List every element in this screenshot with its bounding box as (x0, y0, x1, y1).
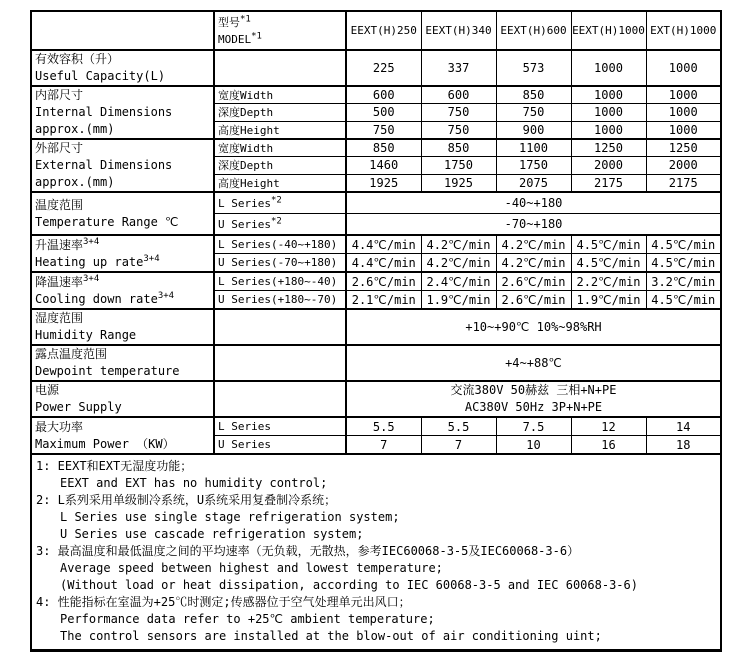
row-label-cell (31, 235, 214, 272)
row-label-en2: approx.(mm) (35, 122, 115, 136)
value-cell: 600 (421, 86, 496, 104)
value-cell: 750 (346, 121, 421, 139)
value-cell: 1750 (421, 157, 496, 174)
model-label-en (218, 31, 343, 48)
sub-label-cell: 深度Depth (214, 157, 346, 174)
value-cell: 1460 (346, 157, 421, 174)
internal-dim-row (31, 86, 721, 104)
sub-label-cell: 高度Height (214, 121, 346, 139)
footnote-line: Performance data refer to +25℃ ambient temperature; (60, 612, 435, 626)
row-label-cell (31, 192, 214, 235)
value-cell: 750 (421, 104, 496, 121)
value-cell: 4.5℃/min (571, 235, 646, 254)
footnote-line: Average speed between highest and lowest temperature; (60, 561, 443, 575)
footnote-ref: 3+4 (157, 290, 175, 301)
footnote-line: EEXT and EXT has no humidity control; (60, 476, 328, 490)
value-cell: 600 (346, 86, 421, 104)
cooling-rate-row (31, 272, 721, 291)
merged-value-cell (346, 381, 721, 417)
max-power-row (31, 417, 721, 436)
value-cell: 4.5℃/min (646, 291, 721, 310)
capacity-row (31, 50, 721, 86)
row-label-zh-text: 升温速率 (35, 237, 84, 252)
value-cell: 2.6℃/min (496, 291, 571, 310)
row-label-en2: approx.(mm) (35, 175, 115, 189)
column-header-model: EEXT(H)250 (346, 11, 421, 50)
value-cell: 1100 (496, 139, 571, 157)
row-label-zh: 外部尺寸 (35, 141, 84, 155)
row-label-zh: 有效容积（升） (35, 52, 120, 66)
value-cell: 14 (646, 417, 721, 436)
value-cell: 4.4℃/min (346, 254, 421, 273)
row-label-zh: 电源 (35, 383, 60, 397)
footnotes-row (31, 454, 721, 651)
footnote-ref: *2 (270, 194, 282, 205)
value-cell: 4.5℃/min (571, 254, 646, 273)
value-cell: 750 (421, 121, 496, 139)
footnote-line: U Series use cascade refrigeration system; (60, 527, 364, 541)
column-header-model: EEXT(H)1000 (571, 11, 646, 50)
model-label-en-text: MODEL (218, 32, 252, 46)
value-cell: 4.2℃/min (421, 254, 496, 273)
value-cell: 16 (571, 436, 646, 455)
value-cell: 2000 (571, 157, 646, 174)
value-cell: 12 (571, 417, 646, 436)
value-cell: 1000 (646, 86, 721, 104)
value-cell: 5.5 (346, 417, 421, 436)
sub-label-cell: L Series (214, 417, 346, 436)
row-label-en (35, 291, 211, 308)
row-label-en (35, 254, 211, 271)
column-header-model: EEXT(H)600 (496, 11, 571, 50)
power-supply-row (31, 381, 721, 417)
sub-label-cell: U Series(+180~-70) (214, 291, 346, 310)
header-row (31, 11, 721, 50)
row-label-en: Internal Dimensions (35, 105, 173, 119)
value-cell: 3.2℃/min (646, 272, 721, 291)
value-cell: 2.2℃/min (571, 272, 646, 291)
value-cell: 4.5℃/min (646, 254, 721, 273)
value-cell: 1925 (421, 174, 496, 192)
column-header-model: EXT(H)1000 (646, 11, 721, 50)
model-label-zh-text: 型号 (218, 15, 240, 29)
sub-label-cell: 宽度Width (214, 139, 346, 157)
value-cell: 4.2℃/min (496, 235, 571, 254)
sub-label-cell (214, 345, 346, 381)
sub-label-cell (214, 381, 346, 417)
value-cell: 1000 (571, 104, 646, 121)
row-label-cell (31, 139, 214, 192)
value-cell: 2000 (646, 157, 721, 174)
value-cell: 900 (496, 121, 571, 139)
value-cell: 500 (346, 104, 421, 121)
value-cell: 225 (346, 50, 421, 86)
value-cell: 2.1℃/min (346, 291, 421, 310)
row-label-en: Power Supply (35, 400, 122, 414)
footnote-line: 2: L系列采用单级制冷系统，U系统采用复叠制冷系统； (36, 493, 337, 507)
sub-label-cell: L Series(+180~-40) (214, 272, 346, 291)
model-label-zh (218, 14, 343, 31)
model-footnote-ref: *1 (240, 13, 251, 24)
value-cell: 1.9℃/min (421, 291, 496, 310)
value-cell: 4.4℃/min (346, 235, 421, 254)
sub-label-cell (214, 50, 346, 86)
row-label-en: External Dimensions (35, 158, 173, 172)
row-label-zh (35, 274, 211, 291)
external-dim-row (31, 139, 721, 157)
value-cell: 1000 (646, 104, 721, 121)
sub-label-cell: L Series(-40~+180) (214, 235, 346, 254)
sub-label-cell: 宽度Width (214, 86, 346, 104)
value-cell: 7.5 (496, 417, 571, 436)
value-cell: 2.6℃/min (346, 272, 421, 291)
value-cell: 4.2℃/min (421, 235, 496, 254)
value-cell: 573 (496, 50, 571, 86)
sub-label-cell: 高度Height (214, 174, 346, 192)
row-label-zh: 内部尺寸 (35, 88, 84, 102)
value-cell: 2.4℃/min (421, 272, 496, 291)
value-cell: 1000 (571, 121, 646, 139)
sub-label-cell (214, 214, 346, 236)
spec-sheet (30, 10, 722, 652)
value-cell: 1250 (571, 139, 646, 157)
value-cell: 2075 (496, 174, 571, 192)
footnote-ref: 3+4 (83, 236, 100, 247)
power-supply-zh: 交流380V 50赫兹 三相+N+PE (450, 383, 617, 397)
footnotes-cell (31, 454, 721, 651)
row-label-cell (31, 309, 214, 345)
sub-label-cell: U Series (214, 436, 346, 455)
row-label-cell (31, 272, 214, 309)
value-cell: 1250 (646, 139, 721, 157)
value-cell: 1000 (646, 121, 721, 139)
footnote-ref: *2 (270, 215, 282, 226)
model-footnote-ref: *1 (251, 30, 262, 41)
spec-table (30, 10, 722, 652)
row-label-zh: 湿度范围 (35, 311, 84, 325)
value-cell: 1925 (346, 174, 421, 192)
column-header-model: EEXT(H)340 (421, 11, 496, 50)
footnote-line: (Without load or heat dissipation, according to IEC 60068-3-5 and IEC 60068-3-6) (60, 578, 638, 592)
row-label-en: Humidity Range (35, 328, 137, 342)
value-cell: 1750 (496, 157, 571, 174)
sub-label-cell: 深度Depth (214, 104, 346, 121)
value-cell: 1000 (571, 86, 646, 104)
row-label-en-text: Cooling down rate (35, 291, 158, 306)
value-cell: 1.9℃/min (571, 291, 646, 310)
merged-value-cell: -40~+180 (346, 192, 721, 214)
sub-label-cell (214, 309, 346, 345)
series-label: L Series (218, 196, 271, 210)
value-cell: 1000 (646, 50, 721, 86)
footnote-line: L Series use single stage refrigeration system; (60, 510, 400, 524)
row-label-zh (35, 237, 211, 254)
value-cell: 2175 (571, 174, 646, 192)
footnote-line: 3: 最高温度和最低温度之间的平均速率（无负载，无散热，参考IEC60068-3-5及IEC60068-3-6） (36, 544, 580, 558)
value-cell: 750 (496, 104, 571, 121)
row-label-cell (31, 86, 214, 139)
value-cell: 4.5℃/min (646, 235, 721, 254)
row-label-en-text: Heating up rate (35, 254, 144, 269)
row-label-en: Dewpoint temperature (35, 364, 180, 378)
value-cell: 850 (346, 139, 421, 157)
heating-rate-row (31, 235, 721, 254)
value-cell: 4.2℃/min (496, 254, 571, 273)
row-label-cell (31, 381, 214, 417)
footnote-line: The control sensors are installed at the blow-out of air conditioning uint; (60, 629, 602, 643)
row-label-zh: 温度范围 (35, 197, 84, 212)
temp-range-row (31, 192, 721, 214)
footnote-ref: 3+4 (83, 273, 100, 284)
row-label-zh: 最大功率 (35, 419, 84, 434)
row-label-zh-text: 降温速率 (35, 274, 84, 289)
sub-label-cell (214, 192, 346, 214)
footnote-line: 1: EEXT和EXT无湿度功能； (36, 459, 193, 473)
row-label-en: Useful Capacity(L) (35, 69, 166, 83)
value-cell: 1000 (571, 50, 646, 86)
value-cell: 5.5 (421, 417, 496, 436)
value-cell: 850 (496, 86, 571, 104)
value-cell: 7 (346, 436, 421, 455)
value-cell: 337 (421, 50, 496, 86)
sub-label-cell: U Series(-70~+180) (214, 254, 346, 273)
row-label-cell (31, 345, 214, 381)
row-label-cell (31, 417, 214, 454)
footnote-line: 4: 性能指标在室温为+25℃时测定;传感器位于空气处理单元出风口； (36, 595, 411, 609)
footnote-ref: 3+4 (143, 253, 160, 264)
value-cell: 10 (496, 436, 571, 455)
header-empty-cell (31, 11, 214, 50)
value-cell: 2.6℃/min (496, 272, 571, 291)
row-label-cell (31, 50, 214, 86)
merged-value-cell: +10~+90℃ 10%~98%RH (346, 309, 721, 345)
value-cell: 18 (646, 436, 721, 455)
row-label-en: Maximum Power （KW） (35, 436, 175, 451)
value-cell: 7 (421, 436, 496, 455)
dewpoint-row (31, 345, 721, 381)
power-supply-en: AC380V 50Hz 3P+N+PE (464, 400, 603, 414)
humidity-row (31, 309, 721, 345)
merged-value-cell: +4~+88℃ (346, 345, 721, 381)
row-label-en: Temperature Range ℃ (35, 214, 179, 229)
value-cell: 850 (421, 139, 496, 157)
model-header-cell (214, 11, 346, 50)
value-cell: 2175 (646, 174, 721, 192)
merged-value-cell: -70~+180 (346, 214, 721, 236)
row-label-zh: 露点温度范围 (35, 347, 108, 361)
series-label: U Series (218, 217, 271, 231)
